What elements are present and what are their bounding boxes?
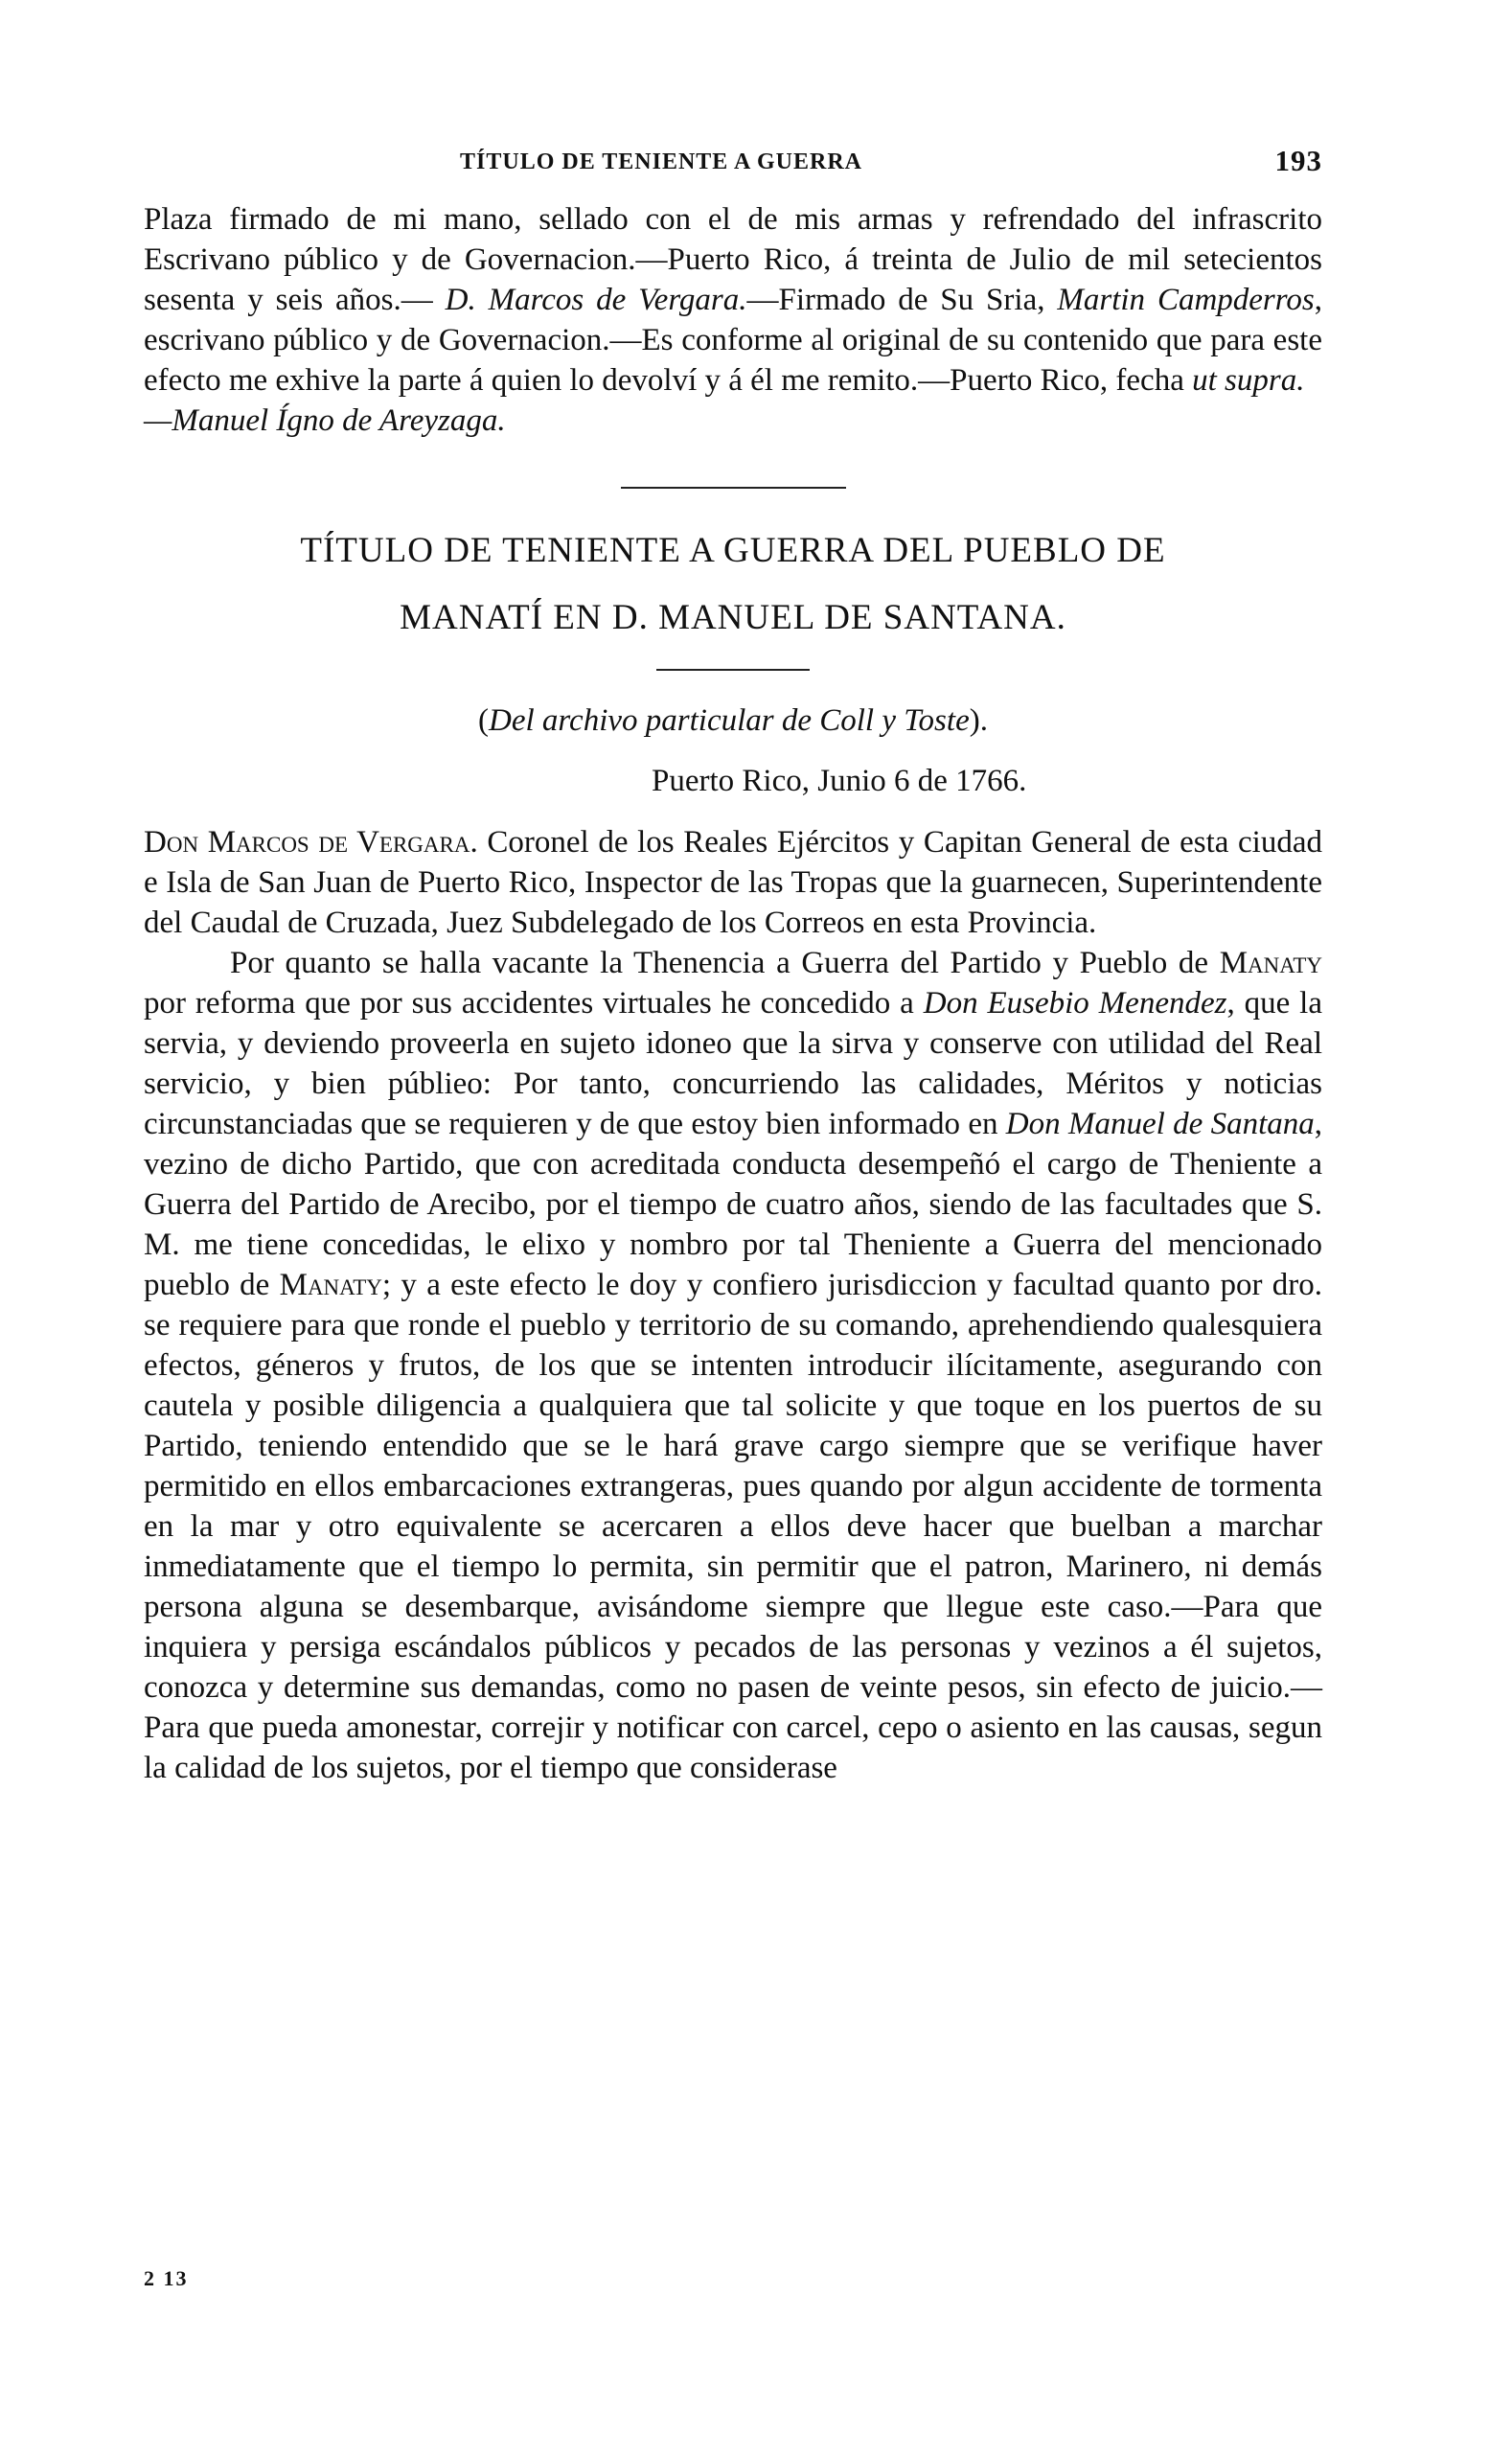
paragraph-text: , que la servia, y deviendo proveerla en sujeto idoneo que la sirva y conserve con utilidad del Real servicio, y bien públieo: Por tanto, concurriendo las calidades, Méritos y noticias circunstanciadas que se requieren y de que estoy bien informado en [144,986,1322,1141]
name-marcos-de-vergara: D. Marcos de Vergara. [445,283,747,317]
paragraph-continuation [144,199,1322,441]
running-title: TÍTULO DE TENIENTE A GUERRA [460,149,862,174]
source-open-paren: ( [478,703,490,738]
paragraph-text: , vezino de dicho Partido, que con acreditada conducta desempeñó el cargo de Theniente a Guerra del Partido de Arecibo, por el tiempo de cuatro años, siendo de las facultades que S. M. me tiene concedidas, le elixo y nombro por tal Theniente a Guerra del mencionado pueblo de [144,1107,1322,1302]
section-title [144,517,1322,652]
title-underline [656,669,810,671]
page-number: 193 [1274,144,1322,177]
paragraph-body [144,943,1322,1788]
source-close-paren: ). [969,703,988,738]
place-date: Puerto Rico, Junio 6 de 1766. [652,764,1027,798]
paragraph-preamble [144,822,1322,943]
paragraph-text: —Firmado de Su Sria, [746,283,1058,317]
place-manaty: Manaty [279,1268,382,1302]
paragraph-text: Plaza firmado de mi mano, sellado con el de mis armas y refrendado del infrascrito Escrivano público y de Governacion.—Puerto Rico, á treinta de Julio de mil setecientos sesenta y seis años.— [144,202,1322,317]
section-title-line-1: TÍTULO DE TENIENTE A GUERRA DEL PUEBLO DE [300,531,1166,570]
running-header [144,144,1322,182]
place-manaty: Manaty [1219,946,1322,980]
source-text: Del archivo particular de Coll y Toste [489,703,970,738]
name-don-marcos-de-vergara: Don Marcos de Vergara [144,825,470,860]
book-page [144,144,1322,2348]
source-note [144,703,1322,739]
closing-signature: —Manuel Ígno de Areyzaga. [144,403,506,438]
name-eusebio-menendez: Don Eusebio Menendez [923,986,1227,1021]
section-title-line-2: MANATÍ EN D. MANUEL DE SANTANA. [400,598,1066,637]
paragraph-text: Por quanto se halla vacante la Thenencia a Guerra del Partido y Pueblo de [230,946,1220,980]
name-martin-campderros: Martin Campderros [1057,283,1315,317]
section-divider [621,487,846,489]
paragraph-text: , escrivano público y de Governacion.—Es conforme al original de su contenido que para este efecto me exhive la parte á quien lo devolví y á él me remito.—Puerto Rico, fecha [144,283,1322,398]
paragraph-text: por reforma que por sus accidentes virtuales he concedido a [144,986,924,1021]
paragraph-text: ; y a este efecto le doy y confiero jurisdiccion y facultad quanto por dro. se requiere para que ronde el pueblo y territorio de su comando, aprehendiendo qualesquiera efectos, géneros y frutos, de los que se intenten introducir ilícitamente, asegurando con cautela y posible diligencia a qualquiera que tal solicite y que toque en los puertos de su Partido, teniendo entendido que se le hará grave cargo siempre que se verifique haver permitido en ellos embarcaciones extrangeras, pues quando por algun accidente de tormenta en la mar y otro equivalente se acercaren a ellos deve hacer que buelban a marchar inmediatamente que el tiempo lo permita, sin permitir que el patron, Marinero, ni demás persona alguna se desembarque, avisándome siempre que llegue este caso.—Para que inquiera y persiga escándalos públicos y pecados de las personas y vezinos a él sujetos, conozca y determine sus demandas, como no pasen de veinte pesos, sin efecto de juicio.—Para que pueda amonestar, correjir y notificar con carcel, cepo o asiento en las causas, segun la calidad de los sujetos, por el tiempo que considerase [144,1268,1322,1785]
name-manuel-de-santana: Don Manuel de Santana [1005,1107,1315,1141]
printer-signature-mark: 2 13 [144,2266,189,2290]
latin-phrase: ut supra. [1192,363,1305,398]
paragraph-text: . Coronel de los Reales Ejércitos y Capitan General de esta ciudad e Isla de San Juan de Puerto Rico, Inspector de las Tropas que la guarnecen, Superintendente del Caudal de Cruzada, Juez Subdelegado de los Correos en esta Provincia. [144,825,1322,940]
